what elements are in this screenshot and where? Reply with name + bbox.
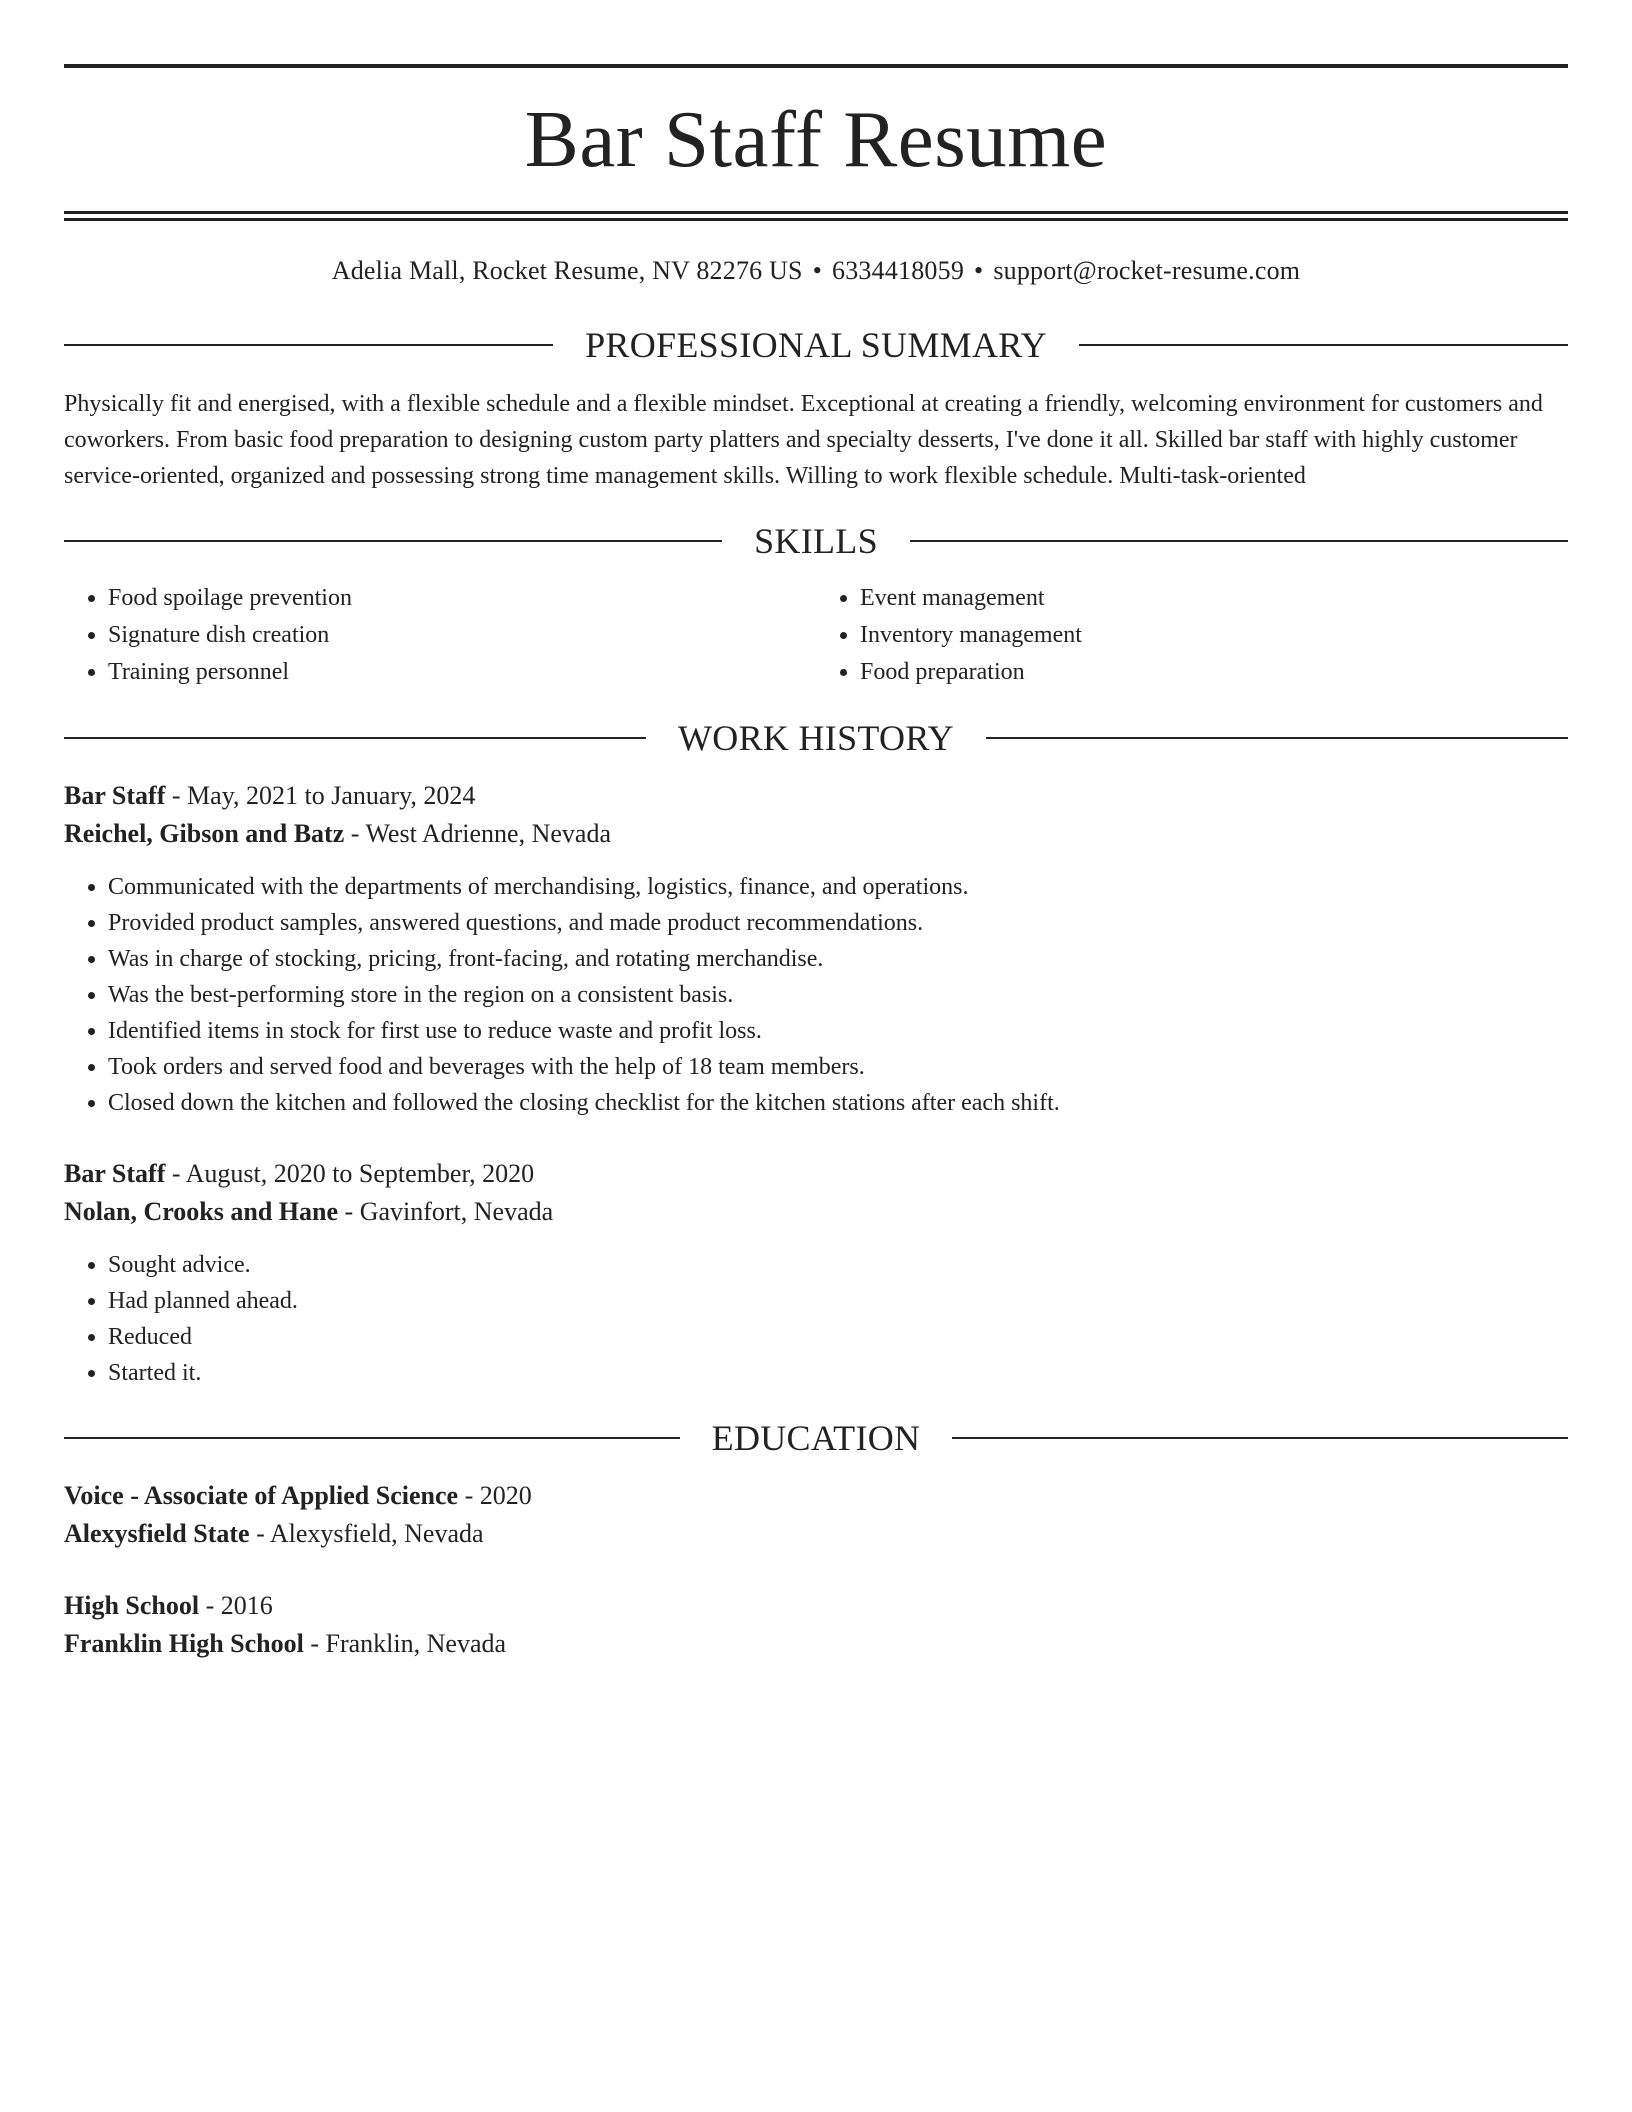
education-entry [64, 1587, 1568, 1663]
summary-heading: PROFESSIONAL SUMMARY [585, 325, 1047, 365]
education-school: Franklin High School [64, 1629, 304, 1658]
job-company-line: Nolan, Crooks and Hane - Gavinfort, Nevada [64, 1197, 554, 1226]
title-double-rule [64, 211, 1568, 221]
skills-column-right [816, 580, 1568, 691]
job-title: Bar Staff [64, 781, 166, 810]
job-entry [64, 1155, 1568, 1391]
skills-column-left [64, 580, 816, 691]
contact-line [64, 253, 1568, 289]
education-degree: High School [64, 1591, 200, 1620]
heading-rule-left [64, 540, 722, 542]
education-section-heading [64, 1413, 1568, 1463]
job-bullet: • Closed down the kitchen and followed the closing checklist for the kitchen stations after each shift. [108, 1085, 1568, 1121]
summary-section-heading [64, 320, 1568, 370]
job-bullet: • Started it. [108, 1355, 1568, 1391]
education-degree-line: Voice - Associate of Applied Science - 2020 [64, 1481, 532, 1510]
job-bullet: • Took orders and served food and beverages with the help of 18 team members. [108, 1049, 1568, 1085]
skill-item: • Event management [860, 580, 1568, 617]
job-entry [64, 777, 1568, 1121]
education-degree: Voice - Associate of Applied Science [64, 1481, 459, 1510]
job-company: Nolan, Crooks and Hane [64, 1197, 339, 1226]
education-location: Alexysfield, Nevada [269, 1519, 484, 1548]
education-year: 2020 [479, 1481, 532, 1510]
heading-rule-left [64, 737, 646, 739]
heading-rule-right [910, 540, 1568, 542]
job-bullet: • Was in charge of stocking, pricing, front-facing, and rotating merchandise. [108, 941, 1568, 977]
skill-item: • Signature dish creation [108, 617, 816, 654]
job-bullet: • Provided product samples, answered questions, and made product recommendations. [108, 905, 1568, 941]
skill-item: • Inventory management [860, 617, 1568, 654]
job-title-line: Bar Staff - August, 2020 to September, 2020 [64, 1159, 535, 1188]
heading-rule-left [64, 1437, 680, 1439]
job-bullet: • Communicated with the departments of merchandising, logistics, finance, and operations. [108, 869, 1568, 905]
education-entry [64, 1477, 1568, 1553]
education-heading: EDUCATION [711, 1418, 921, 1458]
contact-address: Adelia Mall, Rocket Resume, NV 82276 US [331, 256, 803, 285]
education-location: Franklin, Nevada [325, 1629, 507, 1658]
heading-rule-left [64, 344, 553, 346]
job-location: Gavinfort, Nevada [359, 1197, 554, 1226]
job-company: Reichel, Gibson and Batz [64, 819, 345, 848]
work-section-heading [64, 713, 1568, 763]
heading-rule-right [1079, 344, 1568, 346]
job-bullet: • Was the best-performing store in the region on a consistent basis. [108, 977, 1568, 1013]
job-bullet: • Had planned ahead. [108, 1283, 1568, 1319]
job-title-line: Bar Staff - May, 2021 to January, 2024 [64, 781, 476, 810]
heading-rule-right [986, 737, 1568, 739]
skill-item: • Food preparation [860, 654, 1568, 691]
work-heading: WORK HISTORY [678, 718, 954, 758]
education-school: Alexysfield State [64, 1519, 250, 1548]
contact-email: support@rocket-resume.com [993, 256, 1301, 285]
education-school-line: Alexysfield State - Alexysfield, Nevada [64, 1519, 484, 1548]
skills-list [64, 580, 1568, 691]
education-year: 2016 [220, 1591, 273, 1620]
education-degree-line: High School - 2016 [64, 1591, 273, 1620]
skill-item: • Food spoilage prevention [108, 580, 816, 617]
heading-rule-right [952, 1437, 1568, 1439]
skills-section-heading [64, 516, 1568, 566]
job-bullet-list [64, 1247, 1568, 1391]
job-title: Bar Staff [64, 1159, 166, 1188]
job-company-line: Reichel, Gibson and Batz - West Adrienne, Nevada [64, 819, 611, 848]
skills-heading: SKILLS [754, 521, 878, 561]
contact-separator: • [812, 256, 823, 285]
summary-text: Physically fit and energised, with a flexible schedule and a flexible mindset. Exceptional at creating a friendly, welcoming environment for customers and coworkers. From basic food preparation to designing custom party platters and specialty desserts, I've done it all. Skilled bar staff with highly customer service-oriented, organized and possessing strong time management skills. Willing to work flexible schedule. Multi-task-oriented [64, 391, 1543, 489]
job-bullet: • Sought advice. [108, 1247, 1568, 1283]
resume-title: Bar Staff Resume [524, 94, 1108, 184]
contact-phone: 6334418059 [832, 256, 965, 285]
job-bullet: • Reduced [108, 1319, 1568, 1355]
job-dates: May, 2021 to January, 2024 [187, 781, 476, 810]
job-bullet: • Identified items in stock for first use to reduce waste and profit loss. [108, 1013, 1568, 1049]
contact-separator: • [974, 256, 984, 285]
job-location: West Adrienne, Nevada [365, 819, 611, 848]
skill-item: • Training personnel [108, 654, 816, 691]
job-dates: August, 2020 to September, 2020 [185, 1159, 535, 1188]
education-school-line: Franklin High School - Franklin, Nevada [64, 1629, 507, 1658]
job-bullet-list [64, 869, 1568, 1121]
